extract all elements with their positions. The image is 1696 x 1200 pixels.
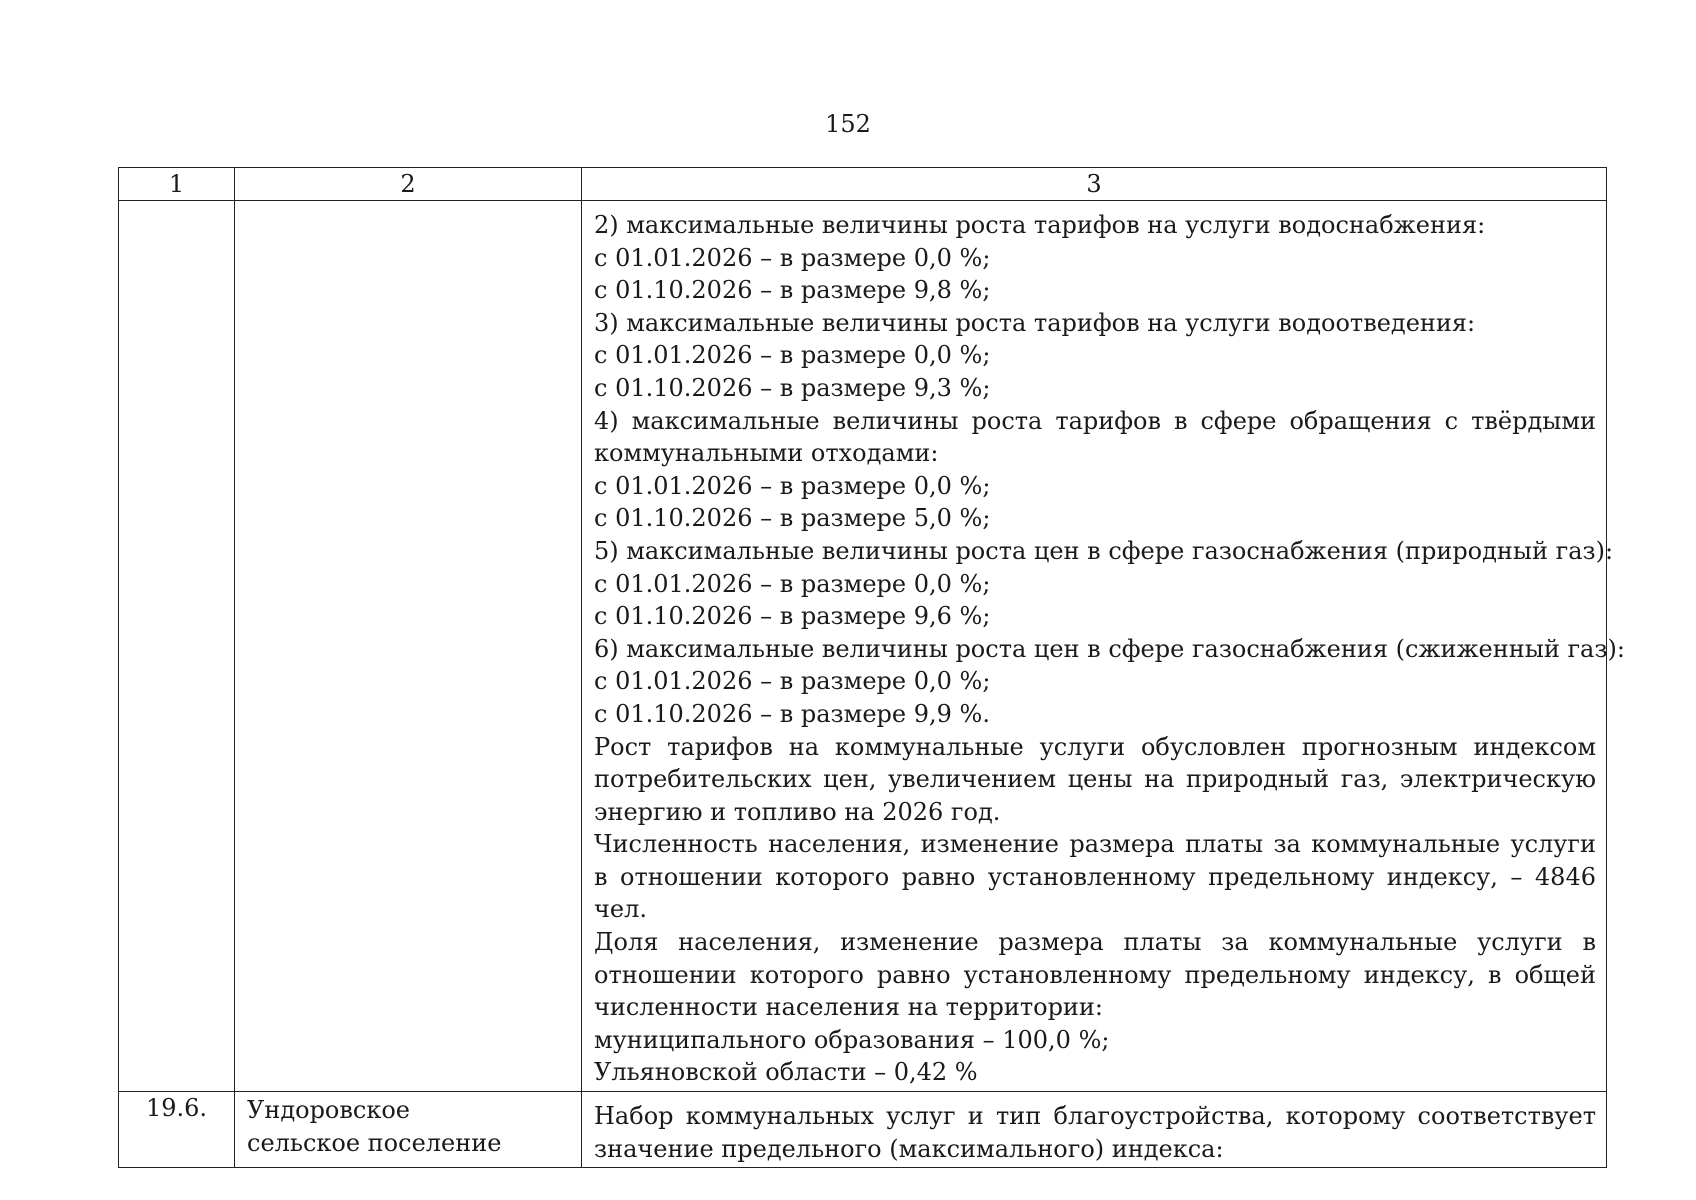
water-disposal-oct: с 01.10.2026 – в размере 9,3 %; [594, 373, 991, 402]
gas-liquefied-jan: с 01.01.2026 – в размере 0,0 %; [594, 667, 991, 696]
column-header-1: 1 [119, 168, 235, 201]
table-header-row [119, 168, 1607, 201]
row-number-cell [119, 201, 235, 1092]
gas-natural-title: 5) максимальные величины роста цен в сфере газоснабжения (природный газ): [594, 536, 1614, 565]
row-number-cell [119, 1092, 235, 1168]
table-row [119, 201, 1607, 1092]
service-set-paragraph: Набор коммунальных услуг и тип благоустройства, которому соответствует значение предельного (максимального) индекса: [594, 1102, 1596, 1163]
tariff-content-cell [582, 1092, 1607, 1168]
gas-natural-jan: с 01.01.2026 – в размере 0,0 %; [594, 569, 991, 598]
waste-title: 4) максимальные величины роста тарифов в сфере обращения с твёрдыми коммунальными отходами: [594, 406, 1596, 468]
page-number: 152 [825, 110, 871, 138]
settlement-name-cell [235, 201, 582, 1092]
gas-liquefied-title: 6) максимальные величины роста цен в сфере газоснабжения (сжиженный газ): [594, 634, 1625, 663]
gas-liquefied-oct: с 01.10.2026 – в размере 9,9 %. [594, 699, 990, 728]
column-header-3: 3 [582, 168, 1607, 201]
settlement-name-cell [235, 1092, 582, 1168]
water-supply-oct: с 01.10.2026 – в размере 9,8 %; [594, 276, 991, 305]
row-number: 19.6. [145, 1094, 208, 1123]
share-municipality: муниципального образования – 100,0 %; [594, 1025, 1110, 1054]
population-share-paragraph: Доля населения, изменение размера платы за коммунальные услуги в отношении которого равно установленному предельному индексу, в общей численности населения на территории: [594, 928, 1596, 1022]
settlement-name-line2: сельское поселение [247, 1128, 502, 1157]
share-region: Ульяновской области – 0,42 % [594, 1058, 978, 1087]
water-disposal-title: 3) максимальные величины роста тарифов на услуги водоотведения: [594, 308, 1476, 337]
growth-reason-paragraph: Рост тарифов на коммунальные услуги обусловлен прогнозным индексом потребительских цен, увеличением цены на природный газ, электрическую энергию и топливо на 2026 год. [594, 732, 1596, 826]
table-row [119, 1092, 1607, 1168]
population-count-paragraph: Численность населения, изменение размера платы за коммунальные услуги в отношении которого равно установленному предельному индексу, – 4846 чел. [594, 830, 1596, 924]
tariff-content-cell [582, 201, 1625, 1092]
waste-oct: с 01.10.2026 – в размере 5,0 %; [594, 504, 991, 533]
column-header-2: 2 [235, 168, 582, 201]
tariff-table [118, 167, 1625, 1168]
water-supply-jan: с 01.01.2026 – в размере 0,0 %; [594, 243, 991, 272]
settlement-name-line1: Ундоровское [247, 1096, 410, 1125]
gas-natural-oct: с 01.10.2026 – в размере 9,6 %; [594, 602, 991, 631]
waste-jan: с 01.01.2026 – в размере 0,0 %; [594, 471, 991, 500]
water-disposal-jan: с 01.01.2026 – в размере 0,0 %; [594, 341, 991, 370]
water-supply-title: 2) максимальные величины роста тарифов на услуги водоснабжения: [594, 211, 1486, 239]
